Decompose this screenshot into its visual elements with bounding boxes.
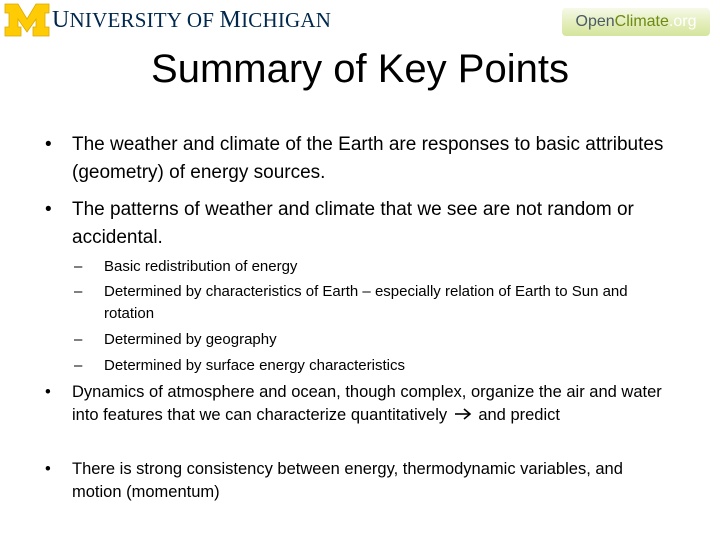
block-m-icon <box>4 2 50 38</box>
logo-open-text: Open <box>575 13 615 30</box>
sub-bullet-marker: – <box>74 258 83 275</box>
bullet-marker: • <box>45 460 51 478</box>
sub-bullet-marker: – <box>74 283 83 300</box>
sub-bullet-item <box>74 281 674 325</box>
slide-title: Summary of Key Points <box>151 47 569 91</box>
sub-bullet-text: Basic redistribution of energy <box>104 258 298 275</box>
bullet-text: The weather and climate of the Earth are responses to basic attributes (geometry) of energy sources. <box>72 134 664 183</box>
right-arrow-icon <box>452 407 474 421</box>
sub-bullet-item <box>74 329 674 351</box>
sub-bullet-text: Determined by geography <box>104 331 277 348</box>
university-wordmark: UNIVERSITY OF MICHIGAN <box>52 6 332 33</box>
openclimate-logo <box>562 8 710 36</box>
sub-bullet-marker: – <box>74 357 83 374</box>
bullet-item <box>45 458 672 504</box>
sub-bullet-text: Determined by surface energy characteristics <box>104 357 405 374</box>
sub-bullet-marker: – <box>74 331 83 348</box>
bullet-marker: • <box>45 199 52 220</box>
logo-dot-text: . <box>668 13 674 30</box>
bullet-item <box>45 381 672 427</box>
sub-bullet-item <box>74 256 674 278</box>
bullet-text-continued: and predict <box>478 406 560 424</box>
bullet-marker: • <box>45 134 52 155</box>
bullet-marker: • <box>45 383 51 401</box>
logo-org-text: org <box>673 13 697 30</box>
sub-bullet-item <box>74 355 674 377</box>
university-logo <box>4 2 331 38</box>
logo-climate-text: Climate <box>614 13 669 30</box>
bullet-text: Dynamics of atmosphere and ocean, though complex, organize the air and water into features that we can characterize quantitatively <box>72 383 662 424</box>
bullet-item <box>45 131 672 187</box>
sub-bullet-text: Determined by characteristics of Earth – especially relation of Earth to Sun and rotation <box>104 283 628 322</box>
bullet-text: There is strong consistency between energy, thermodynamic variables, and motion (momentum) <box>72 460 623 501</box>
bullet-item <box>45 196 672 252</box>
bullet-text: The patterns of weather and climate that we see are not random or accidental. <box>72 199 634 248</box>
